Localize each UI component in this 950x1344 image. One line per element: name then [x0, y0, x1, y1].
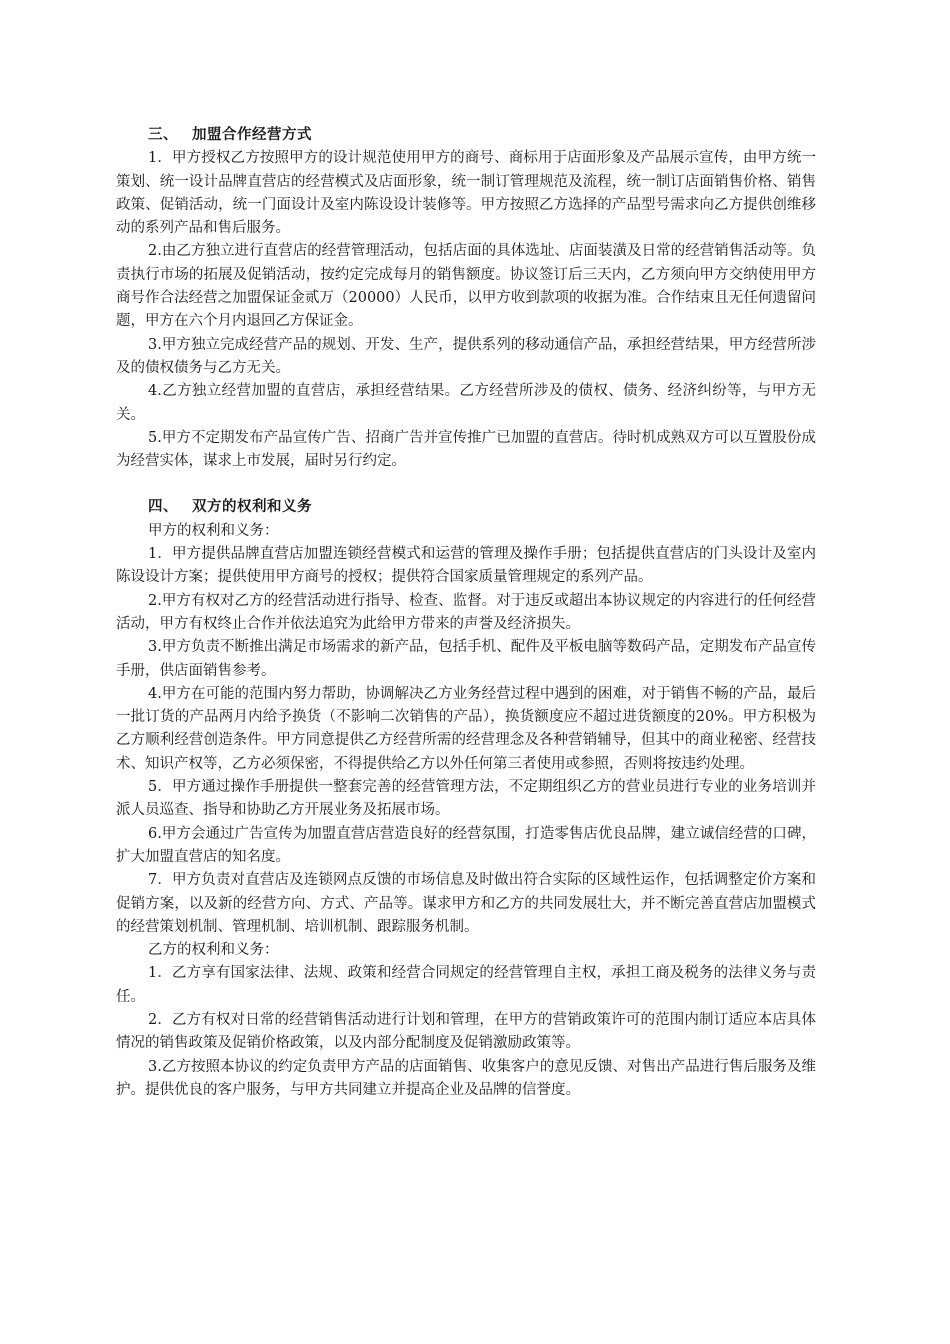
party-b-para-1: 1．乙方享有国家法律、法规、政策和经营合同规定的经营管理自主权，承担工商及税务的法律义务与责任。	[116, 965, 816, 1005]
document-page	[116, 124, 816, 1102]
section-spacer	[116, 473, 816, 496]
party-a-para-7: 7．甲方负责对直营店及连锁网点反馈的市场信息及时做出符合实际的区域性运作，包括调整定价方案和促销方案，以及新的经营方向、方式、产品等。谋求甲方和乙方的共同发展壮大，并不断完善直营店加盟模式的经营策划机制、管理机制、培训机制、跟踪服务机制。	[116, 872, 816, 935]
section-3-para-4: 4.乙方独立经营加盟的直营店，承担经营结果。乙方经营所涉及的债权、债务、经济纠纷等，与甲方无关。	[116, 383, 816, 423]
section-3-number: 三、	[148, 127, 178, 143]
section-3-para-3: 3.甲方独立完成经营产品的规划、开发、生产，提供系列的移动通信产品，承担经营结果，甲方经营所涉及的债权债务与乙方无关。	[116, 336, 816, 376]
section-3-para-5: 5.甲方不定期发布产品宣传广告、招商广告并宣传推广已加盟的直营店。待时机成熟双方可以互置股份成为经营实体，谋求上市发展，届时另行约定。	[116, 429, 816, 470]
party-b-subheading: 乙方的权利和义务：	[148, 942, 279, 959]
section-4-title: 双方的权利和义务	[192, 499, 312, 516]
party-b-para-3: 3.乙方按照本协议的约定负责甲方产品的店面销售、收集客户的意见反馈、对售出产品进行售后服务及维护。提供优良的客户服务，与甲方共同建立并提高企业及品牌的信誉度。	[116, 1058, 816, 1098]
party-a-para-4: 4.甲方在可能的范围内努力帮助，协调解决乙方业务经营过程中遇到的困难，对于销售不畅的产品，最后一批订货的产品两月内给予换货（不影响二次销售的产品），换货额度应不超过进货额度的20%。甲方积极为乙方顺利经营创造条件。甲方同意提供乙方经营所需的经营理念及各种营销辅导，但其中的商业秘密、经营技术、知识产权等，乙方必须保密，不得提供给乙方以外任何第三者使用或参照，否则将按违约处理。	[116, 685, 816, 772]
section-3-heading	[116, 124, 816, 147]
party-a-subheading: 甲方的权利和义务：	[148, 522, 279, 539]
section-3-title: 加盟合作经营方式	[192, 127, 312, 143]
party-a-para-3: 3.甲方负责不断推出满足市场需求的新产品，包括手机、配件及平板电脑等数码产品，定期发布产品宣传手册，供店面销售参考。	[116, 639, 816, 679]
section-4-number: 四、	[148, 499, 178, 516]
party-a-para-2: 2.甲方有权对乙方的经营活动进行指导、检查、监督。对于违反或超出本协议规定的内容进行的任何经营活动，甲方有权终止合作并依法追究为此给甲方带来的声誉及经济损失。	[116, 592, 816, 632]
section-3-para-1: 1．甲方授权乙方按照甲方的设计规范使用甲方的商号、商标用于店面形象及产品展示宣传，由甲方统一策划、统一设计品牌直营店的经营模式及店面形象，统一制订管理规范及流程，统一制订店面销售价格、销售政策、促销活动，统一门面设计及室内陈设设计装修等。甲方按照乙方选择的产品型号需求向乙方提供创维移动的系列产品和售后服务。	[116, 150, 816, 237]
section-4-heading	[116, 496, 816, 519]
party-a-para-5: 5．甲方通过操作手册提供一整套完善的经营管理方法，不定期组织乙方的营业员进行专业的业务培训并派人员巡查、指导和协助乙方开展业务及拓展市场。	[116, 779, 816, 819]
party-a-para-1: 1．甲方提供品牌直营店加盟连锁经营模式和运营的管理及操作手册；包括提供直营店的门头设计及室内陈设设计方案；提供使用甲方商号的授权；提供符合国家质量管理规定的系列产品。	[116, 546, 816, 586]
party-b-para-2: 2．乙方有权对日常的经营销售活动进行计划和管理，在甲方的营销政策许可的范围内制订适应本店具体情况的销售政策及促销价格政策，以及内部分配制度及促销激励政策等。	[116, 1011, 816, 1052]
party-a-para-6: 6.甲方会通过广告宣传为加盟直营店营造良好的经营氛围，打造零售店优良品牌，建立诚信经营的口碑，扩大加盟直营店的知名度。	[116, 825, 816, 865]
section-3-para-2: 2.由乙方独立进行直营店的经营管理活动，包括店面的具体选址、店面装潢及日常的经营销售活动等。负责执行市场的拓展及促销活动，按约定完成每月的销售额度。协议签订后三天内，乙方须向甲方交纳使用甲方商号作合法经营之加盟保证金贰万（20000）人民币，以甲方收到款项的收据为准。合作结束且无任何遗留问题，甲方在六个月内退回乙方保证金。	[116, 243, 816, 330]
